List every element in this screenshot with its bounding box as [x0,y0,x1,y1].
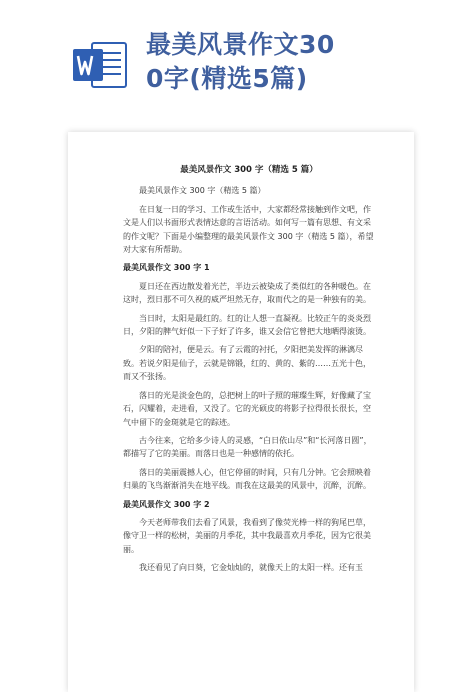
page-title: 最美风景作文 300 字（精选 5 篇） [180,165,318,175]
paragraph: 夕阳的陪衬，便是云。有了云霞的衬托，夕阳把美发挥的淋漓尽致。若说夕阳是仙子，云就是锦锻，红的、黄的、紫的……五光十色，而又不张扬。 [123,345,371,382]
paragraph: 当日时，太阳是最红的。红的让人想一直凝视。比较正午的炎炎烈日，夕阳的脾气好似一下子好了许多，谁又会信它曾把大地晒得滚烫。 [123,313,371,337]
paragraph: 在日复一日的学习、工作或生活中，大家都经常接触到作文吧，作文是人们以书面形式表情达意的言语活动。如何写一篇有思想、有文采的作文呢？下面是小编整理的最美风景作文 300 字（精选 5 篇），希望对大家有所帮助。 [123,204,374,255]
paragraph: 落日的光是淡金色的，总把树上的叶子照的璀璨生辉，好像藏了宝石，闪耀着，走进看，又没了。它的光硕皮的将影子拉得很长很长，空气中留下的金斑就是它的踪迹。 [123,390,371,427]
page-content [123,164,375,580]
paragraph: 我还看见了向日葵，它金灿灿的，就像天上的太阳一样。还有玉 [139,563,363,573]
paragraph: 落日的美丽震撼人心，但它停留的时间，只有几分钟。它会照映着归巢的飞鸟渐渐消失在地平线。而我在这最美的风景中，沉醉，沉醉。 [123,467,371,491]
paragraph: 今天老师带我们去看了风景，我看到了像荧光棒一样的狗尾巴草，像守卫一样的松树，美丽的月季花，其中我最喜欢月季花，因为它很美丽。 [123,517,371,554]
paragraph-list [123,184,375,574]
word-document-icon [72,40,128,90]
document-header [0,0,474,110]
section-heading: 最美风景作文 300 字 1 [123,263,210,273]
document-title [146,28,456,96]
paragraph: 夏日还在西边散发着光芒，半边云被染成了类似红的各种暖色。在这时，烈日那不可久视的威严坦然无存，取而代之的是一种独有的美。 [123,281,371,305]
document-title-line-2: 0字(精选5篇) [146,64,308,93]
document-title-line-1: 最美风景作文30 [146,30,335,59]
paragraph: 古今往来，它给多少诗人的灵感，“白日依山尽”和“长河落日圆”，都描写了它的美丽。而落日也是一种感情的依托。 [123,435,372,459]
section-heading: 最美风景作文 300 字 2 [123,499,210,509]
document-page-preview [68,132,414,692]
paragraph: 最美风景作文 300 字（精选 5 篇） [139,186,266,196]
